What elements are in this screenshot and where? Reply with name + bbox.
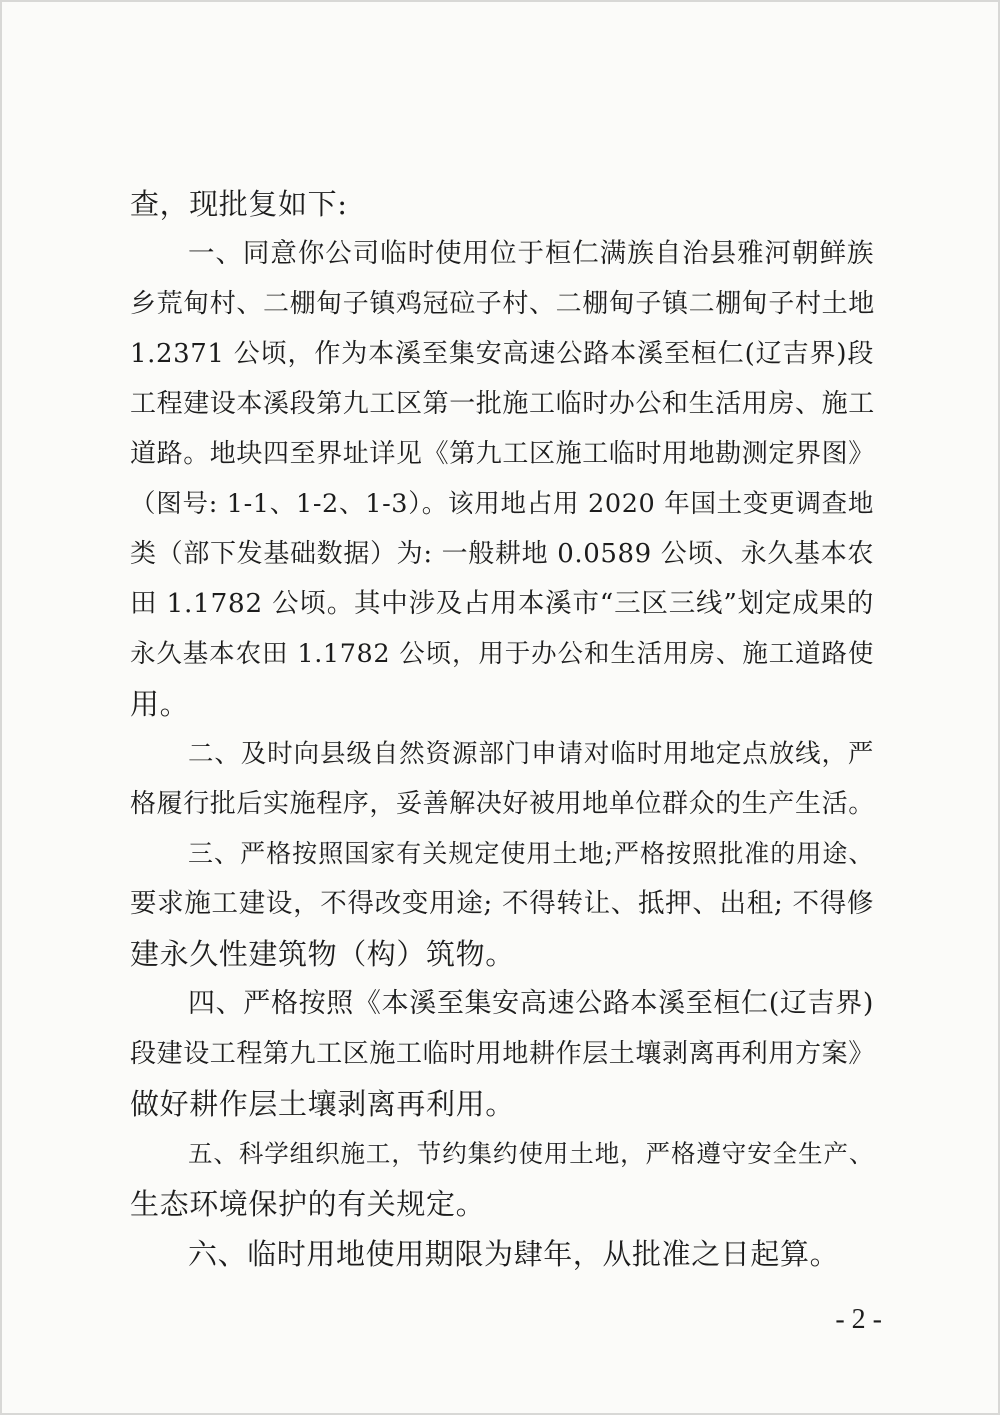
text-line-item-3: 建永久性建筑物（构）筑物。 <box>130 937 515 971</box>
text-line-item-1: 1.2371 公顷，作为本溪至集安高速公路本溪至桓仁(辽吉界)段 <box>130 339 874 369</box>
text-line-item-5: 五、科学组织施工，节约集约使用土地，严格遵守安全生产、 <box>188 1139 874 1168</box>
text-line-item-1: 一、同意你公司临时使用位于桓仁满族自治县雅河朝鲜族 <box>188 238 874 269</box>
text-line-item-3: 要求施工建设，不得改变用途; 不得转让、抵押、出租; 不得修 <box>130 888 874 919</box>
text-line-item-6: 六、临时用地使用期限为肆年，从批准之日起算。 <box>188 1237 840 1271</box>
text-line-item-1: 类（部下发基础数据）为: 一般耕地 0.0589 公顷、永久基本农 <box>130 539 874 569</box>
text-line-item-3: 三、严格按照国家有关规定使用土地;严格按照批准的用途、 <box>188 839 874 868</box>
text-line-item-1: （图号: 1-1、1-2、1-3）。该用地占用 2020 年国土变更调查地 <box>130 489 874 519</box>
text-line-item-4: 做好耕作层土壤剥离再利用。 <box>130 1087 515 1121</box>
text-line-item-1: 道路。地块四至界址详见《第九工区施工临时用地勘测定界图》 <box>130 439 875 469</box>
text-line-item-1: 用。 <box>130 687 190 721</box>
text-line-item-1: 工程建设本溪段第九工区第一批施工临时办公和生活用房、施工 <box>130 389 875 419</box>
page-number: - 2 - <box>835 1304 882 1335</box>
text-line-item-4: 四、严格按照《本溪至集安高速公路本溪至桓仁(辽吉界) <box>188 988 874 1019</box>
text-line-opening: 查，现批复如下: <box>130 187 348 221</box>
text-line-item-4: 段建设工程第九工区施工临时用地耕作层土壤剥离再利用方案》 <box>130 1039 875 1069</box>
text-line-item-5: 生态环境保护的有关规定。 <box>130 1187 486 1221</box>
text-line-item-1: 乡荒甸村、二棚甸子镇鸡冠砬子村、二棚甸子镇二棚甸子村土地 <box>130 289 875 319</box>
text-line-item-2: 格履行批后实施程序，妥善解决好被用地单位群众的生产生活。 <box>130 789 875 819</box>
text-line-item-1: 永久基本农田 1.1782 公顷，用于办公和生活用房、施工道路使 <box>130 639 874 669</box>
text-line-item-2: 二、及时向县级自然资源部门申请对临时用地定点放线，严 <box>188 739 874 769</box>
text-line-item-1: 田 1.1782 公顷。其中涉及占用本溪市“三区三线”划定成果的 <box>130 588 874 619</box>
